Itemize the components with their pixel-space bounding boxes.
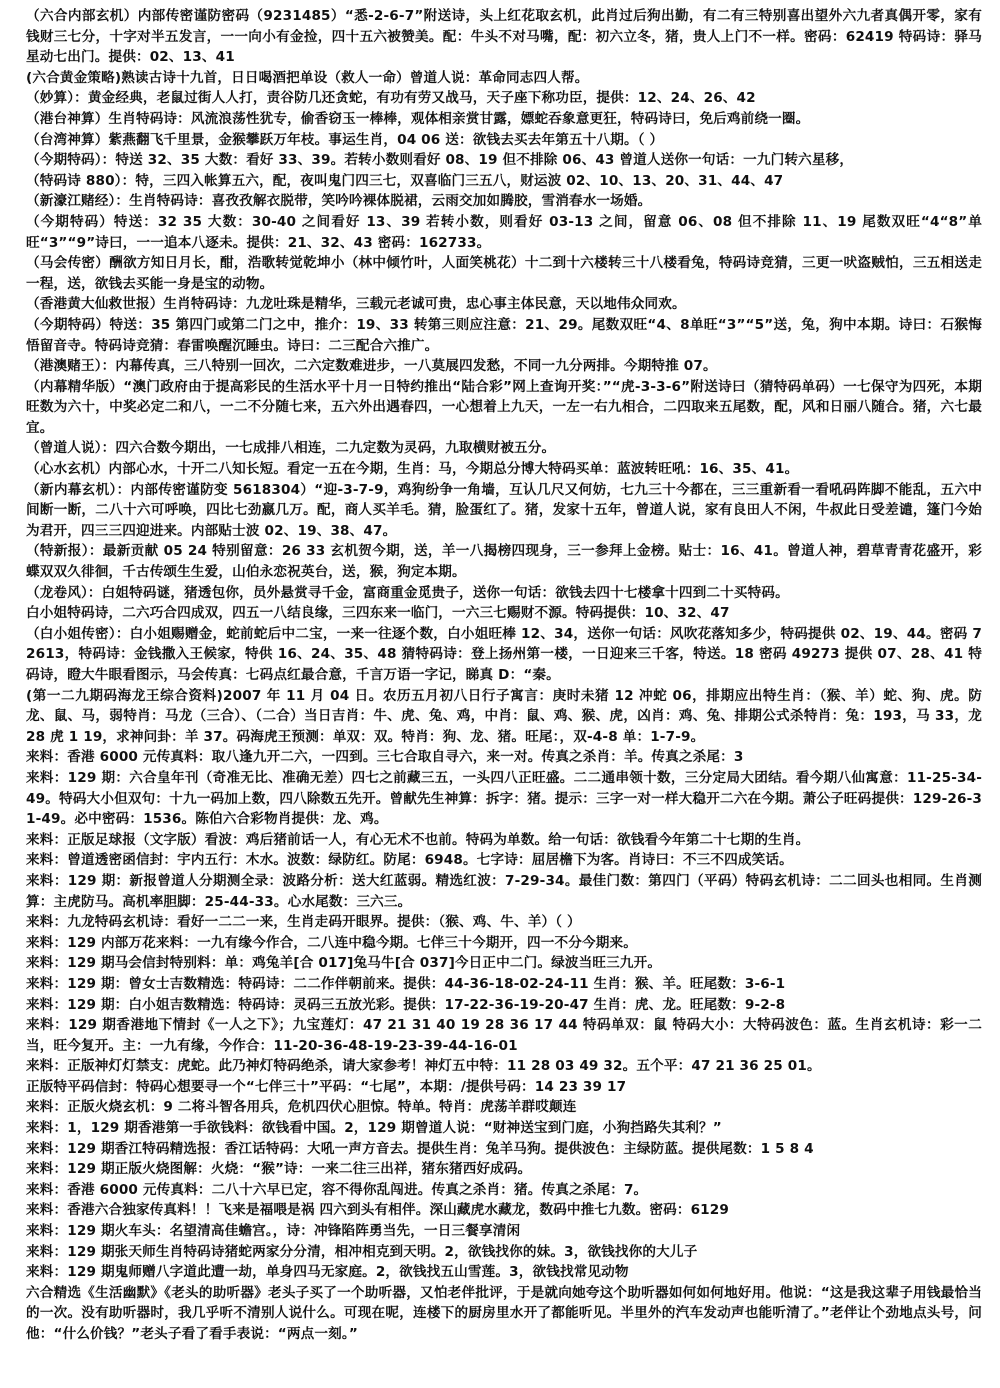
text-paragraph: 来料：正版火烧玄机：9 二将斗智各用兵，危机四伏心胆惊。特单。特肖：虎荡羊群哎颠连 bbox=[26, 1099, 577, 1116]
text-paragraph: 来料：129 期香江特码精选报：香江话特码：大吼一声方音去。提供生肖：兔羊马狗。提供波色：主绿防蓝。提供尾数：1 5 8 4 bbox=[26, 1140, 814, 1157]
text-paragraph: （今期特码）特送：35 第四门或第二门之中，推介：19、33 转第三则应注意：21、29。尾数双旺“4、8单旺“3”“5”送，兔，狗中本期。诗曰：石猴悔悟留音寺。特码诗竞猜：春雷唤醒沉睡虫。诗曰：二三配合六推广。 bbox=[26, 316, 982, 354]
text-paragraph: （今期特码）特送：32 35 大数：30-40 之间看好 13、39 若转小数，则看好 03-13 之间，留意 06、08 但不排除 11、19 尾数双旺“4“8”单旺“3”“9”诗曰，一一追本八逐未。提供：21、32、43 密码：162733。 bbox=[26, 213, 982, 251]
text-paragraph: 来料：1，129 期香港第一手欲钱料：欲钱看中国。2，129 期曾道人说：“财神送宝到门庭，小狗挡路失其利？” bbox=[26, 1120, 722, 1137]
text-paragraph: （港澳赌王）：内幕传真，三八特别一回次，二六定数难进步，一八莫展四发愁，不同一九分两排。今期特推 07。 bbox=[26, 358, 717, 375]
text-paragraph: 来料：香港 6000 元传真料：二八十六早已定，容不得你乱闯进。传真之杀肖：猪。传真之杀尾：7。 bbox=[26, 1181, 648, 1198]
text-paragraph: （内幕精华版）“澳门政府由于提高彩民的生活水平十月一日特约推出“陆合彩”网上查询开奖：”“虎-3-3-6”附送诗曰（猜特码单码）一七保守为四死，本期旺数为六十，中奖必定二和八，一二不分随七来，五六外出遇春四，一心想着上九天，一左一右九相合，二四取来五尾数，配，风和日丽八随合。猪，六七最宜。 bbox=[26, 378, 982, 436]
text-paragraph: 来料：129 期张天师生肖特码诗猪蛇两家分分清，相冲相克到天明。2，欲钱找你的妹。3，欲钱找你的大儿子 bbox=[26, 1243, 698, 1260]
text-paragraph: 来料：129 期：六合皇年刊（奇准无比、准确无差）四七之前藏三五，一头四八正旺盛。二二通串领十数，三分定局大团结。看今期八仙寓意：11-25-34-49。特码大小但双句：十九一码加上数，四八除数五先开。曾献先生神算：拆字：猪。提示：三字一对一样大稳开二六在今期。萧公子旺码提供：129-26-31-49。必中密码：1536。陈伯六合彩物肖提供：龙、鸡。 bbox=[26, 769, 982, 828]
text-paragraph: 六合精选《生活幽默》《老头的助听器》老头子买了一个助听器，又怕老伴批评，于是就向她夸这个助听器如何如何地好用。他说：“这是我这辈子用钱最恰当的一次。没有助听器时，我几乎听不清别人说什么。可现在呢，连楼下的厨房里水开了都能听见。半里外的汽车发动声也能听清了。”老伴让个劲地点头号，问他：“什么价钱？”老头子看了看手表说：“两点一刻。” bbox=[26, 1284, 982, 1342]
text-paragraph: 来料：129 期正版火烧图解：火烧：“猴”诗：一来二往三出祥，猪东猪西好成码。 bbox=[26, 1161, 532, 1178]
text-paragraph: 来料：正版足球报（文字版）看波：鸡后猪前话一人，有心无术不也前。特码为单数。给一句话：欲钱看今年第二十七期的生肖。 bbox=[26, 831, 810, 848]
text-paragraph: (第一二九期码海龙王综合资料)2007 年 11 月 04 日。农历五月初八日行子寓言：庚时未猪 12 冲蛇 06，排期应出特生肖：（猴、羊）蛇、狗、虎。防龙、鼠、马，弱特肖：马龙（三合）、（二合）当日吉肖：牛、虎、兔、鸡，中肖：鼠、鸡、猴、虎，凶肖：鸡、兔、排期公式杀特肖：兔：193，马 33，龙 28 虎 1 19，求神问卦：羊 37。码海虎王预测：单双：双。特肖：狗、龙、猪。旺尾：，双-4-8 单：1-7-9。 bbox=[26, 687, 982, 745]
text-paragraph: 白小姐特码诗，二六巧合四成双，四五一八结良缘，三四东来一临门，一六三七赐财不源。特码提供：10、32、47 bbox=[26, 605, 730, 622]
text-paragraph: （马会传密）酬欲方知日月长，酣，浩歌转觉乾坤小（林中倾竹叶，人面笑桃花）十二到十六楼转三十八楼看兔，特码诗竞猜，三更一吠盗贼怕，三五相送走一程，送，欲钱去买能一身是宝的动物。 bbox=[26, 255, 982, 292]
text-paragraph: 来料：129 期鬼师赠八字道此遭一劫，单身四马无家庭。2，欲钱找五山雪莲。3，欲钱找常见动物 bbox=[26, 1264, 629, 1281]
text-paragraph: 来料：129 期香港地下情封《一人之下》；九宝莲灯：47 21 31 40 19 28 36 17 44 特码单双：鼠 特码大小：大特码波色：蓝。生肖玄机诗：彩一二当，旺今复开。主：一九有缘，今作合：11-20-36-48-19-23-39-44-16-01 bbox=[26, 1017, 982, 1054]
text-paragraph: 来料：香港 6000 元传真料：取八逢九开二六，一四到。三七合取自寻六，来一对。传真之杀肖：羊。传真之杀尾：3 bbox=[26, 749, 744, 766]
text-paragraph: （曾道人说）：四六合数今期出，一七成排八相连，二九定数为灵码，九取横财被五分。 bbox=[26, 440, 556, 457]
text-paragraph: (六合黄金策略)熟读古诗十九首，日日喝酒把单设（救人一命）曾道人说：革命同志四人帮。 bbox=[26, 69, 589, 86]
text-paragraph: （台湾神算）紫燕翻飞千里景，金猴攀跃万年枝。事运生肖，04 06 送：欲钱去买去年第五十八期。（ ） bbox=[26, 131, 664, 148]
text-paragraph: 来料：香港六合独家传真料！！飞来是福喂是祸 四六到头有相伴。深山藏虎水藏龙，数码中推七九数。密码：6129 bbox=[26, 1202, 730, 1219]
text-paragraph: 来料：129 内部万花来料：一九有缘今作合，二八连中稳今期。七伴三十今期开，四一不分今期来。 bbox=[26, 934, 637, 951]
text-paragraph: （六合内部玄机）内部传密谨防密码（9231485）“悉-2-6-7”附送诗，头上红花取玄机，此肖过后狗出勤，有二有三特别喜出望外六九者真偶开零，家有钱财三七分，十字对半五发言，一一向小有金捡，四十五六被赞美。配：牛头不对马嘴，配：初六立冬，猪，贵人上门不一样。密码：62419 特码诗：驿马星动七出门。提供：02、13、41 bbox=[26, 8, 982, 66]
text-paragraph: 来料：九龙特码玄机诗：看好一二二一来，生肖走码开眼界。提供：（猴、鸡、牛、羊）（ ） bbox=[26, 914, 581, 931]
text-paragraph: （特新报）：最新贡献 05 24 特别留意：26 33 玄机贺今期，送，羊一八揭榜四现身，三一参拜上金榜。贴士：16、41。曾道人神，碧草青青花盛开，彩蝶双双久徘徊，千古传颂生生爱，山伯永恋祝英台，送，猴，狗定本期。 bbox=[26, 543, 982, 581]
text-paragraph: （心水玄机）内部心水，十开二八知长短。看定一五在今期，生肖：马，今期总分博大特码买单：蓝波转旺吼：16、35、41。 bbox=[26, 461, 799, 478]
text-paragraph: （龙卷风）：白姐特码谜，猪透包你，员外悬赏寻千金，富商重金觅贵子，送你一句话：欲钱去四十七楼拿十四到二十买特码。 bbox=[26, 584, 789, 601]
text-paragraph: 来料：曾道透密函信封：宇内五行：木水。波数：绿防红。防尾：6948。七字诗：屈居檐下为客。肖诗曰：不三不四成笑话。 bbox=[26, 852, 793, 869]
text-paragraph: （白小姐传密）：白小姐赐赠金，蛇前蛇后中二宝，一来一往逐个数，白小姐旺棒 12、34，送你一句话：风吹花落知多少，特码提供 02、19、44。密码 72613，特码诗：金钱撒入王候家，特供 16、24、35、48 猜特码诗：登上扬州第一楼，一日迎来三千客，特送。18 密码 49273 提供 07、28、41 特码诗，瞪大牛眼看图示，马会传真：七码点红最合意，千言万语一字记，睇真 D：“秦。 bbox=[26, 625, 982, 683]
text-paragraph: 来料：129 期马会信封特别料：单：鸡兔羊[合 017]兔马牛[合 037]今日正中二门。绿波当旺三九开。 bbox=[26, 955, 662, 972]
text-paragraph: 来料：129 期火车头：名望清高佳蟾宫。，诗：冲锋陷阵勇当先，一日三餐享清闲 bbox=[26, 1223, 521, 1240]
text-paragraph: （妙算）：黄金经典，老鼠过街人人打，责谷防几还贪蛇，有功有劳又战马，天子座下称功臣，提供：12、24、26、42 bbox=[26, 90, 756, 107]
text-paragraph: （特码诗 880）：特，三四入帐算五六，配，夜叫鬼门四三七，双喜临门三五八，财运波 02、10、13、20、31、44、47 bbox=[26, 172, 784, 189]
text-paragraph: 正版特平码信封：特码心想要寻一个“七伴三十”平码：“七尾”，本期：/提供号码：14 23 39 17 bbox=[26, 1078, 627, 1095]
text-paragraph: （新内幕玄机）：内部传密谨防变 5618304）“迎-3-7-9，鸡狗纷争一角墙，互认几尺又何妨，七九三十今都在，三三重新看一看吼码阵脚不能乱，五六中间断一断，二八十六可呼唤，四比七劲嬴几万。配，商人买羊毛。猜，脸蛋红了。猪，发家十五年，曾道人说，家有良田人不闲，牛叔此日受差谴，篷门今始为君开，四三三四迎进来。内部贴士波 02、19、38、47。 bbox=[26, 481, 982, 539]
text-paragraph: （今期特码）：特送 32、35 大数：看好 33、39。若转小数则看好 08、19 但不排除 06、43 曾道人送你一句话：一九门转六星移， bbox=[26, 152, 854, 169]
text-paragraph: 来料：正版神灯灯禁支：虎蛇。此乃神灯特码绝杀，请大家参考！神灯五中特：11 28 03 49 32。五个平：47 21 36 25 01。 bbox=[26, 1058, 821, 1075]
text-paragraph: 来料：129 期：白小姐吉数精选：特码诗：灵码三五放光彩。提供：17-22-36-19-20-47 生肖：虎、龙。旺尾数：9-2-8 bbox=[26, 996, 786, 1013]
text-paragraph: （港台神算）生肖特码诗：风流浪荡性犹专，偷香窃玉一棒棒，观体相亲赏甘露，嫖蛇吞象意更狂，特码诗曰，免后鸡前绕一圈。 bbox=[26, 110, 810, 127]
text-paragraph: （香港黄大仙救世报）生肖特码诗：九龙吐珠是精华，三载元老诚可贵，忠心事主体民意，天以地伟众同欢。 bbox=[26, 296, 686, 313]
text-paragraph: 来料：129 期：曾女士吉数精选：特码诗：二二作伴朝前来。提供：44-36-18-02-24-11 生肖：猴、羊。旺尾数：3-6-1 bbox=[26, 975, 786, 992]
text-paragraph: 来料：129 期：新报曾道人分期测全录：波路分析：送大红蓝弱。精选红波：7-29-34。最佳门数：第四门（平码）特码玄机诗：二二回头也相同。生肖测算：主虎防马。高机率胆脚：25-44-33。心水尾数：三六三。 bbox=[26, 872, 982, 910]
text-paragraph: （新濠江赌经）：生肖特码诗：喜孜孜解衣脱带，笑吟吟裸体脱裙，云雨交加如腾胶，雪消春水一场婚。 bbox=[26, 193, 652, 210]
